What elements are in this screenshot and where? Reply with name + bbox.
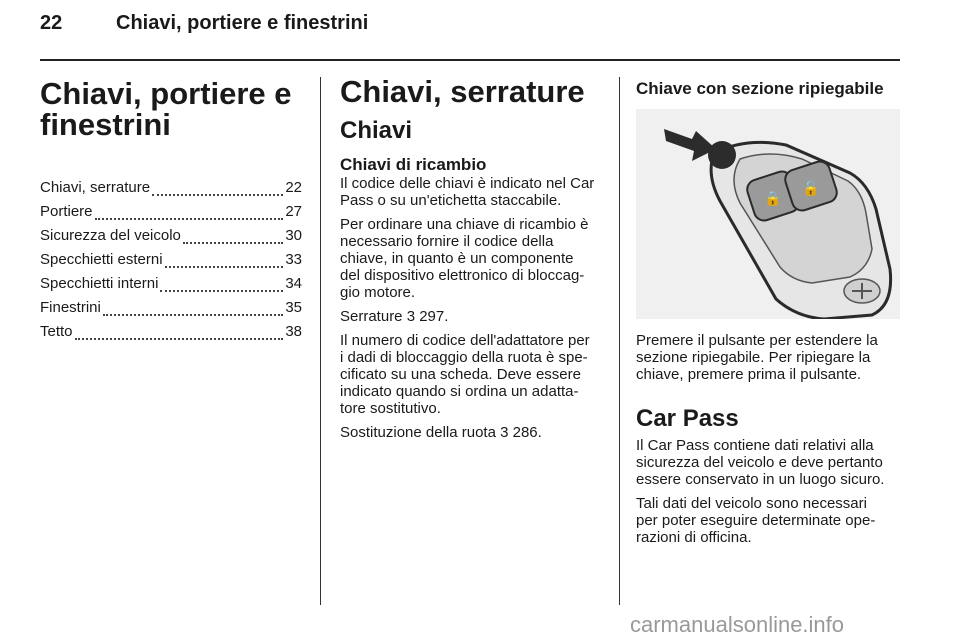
toc-item[interactable]: Portiere 27	[40, 203, 302, 220]
svg-text:🔓: 🔓	[802, 181, 820, 197]
column-divider-right	[619, 77, 620, 605]
subsection-title: Chiavi	[340, 117, 413, 144]
toc-item[interactable]: Sicurezza del veicolo 30	[40, 227, 302, 244]
toc-item[interactable]: Chiavi, serrature 22	[40, 179, 302, 196]
middle-body	[340, 175, 610, 441]
watermark: carmanualsonline.info	[630, 612, 845, 637]
key-fob-icon	[636, 109, 900, 319]
folding-key-heading: Chiave con sezione ripiegabile	[636, 79, 884, 98]
toc-item[interactable]: Specchietti esterni 33	[40, 251, 302, 268]
toc-item[interactable]: Finestrini 35	[40, 299, 302, 316]
svg-text:🔒: 🔒	[764, 191, 782, 207]
cross-reference[interactable]: Sostituzione della ruota 3 286.	[340, 424, 542, 441]
column-divider-left	[320, 77, 321, 605]
toc-item[interactable]: Specchietti interni 34	[40, 275, 302, 292]
paragraph: Tali dati del veicolo sono necessari per poter eseguire determinate ope- razioni di officina.	[636, 495, 876, 546]
folding-key-description: Premere il pulsante per estendere la sezione ripiegabile. Per ripiegare la chiave, premere prima il pulsante.	[636, 332, 878, 383]
paragraph: Il numero di codice dell'adattatore per i dadi di bloccaggio della ruota è spe- cificato su una scheda. Deve essere indicato quando si ordina un adatta- tore sostitutivo.	[340, 332, 590, 417]
cross-reference[interactable]: Serrature 3 297.	[340, 308, 449, 325]
running-header-title: Chiavi, portiere e finestrini	[116, 12, 369, 34]
folding-key-illustration	[636, 109, 900, 319]
chapter-title: Chiavi, portiere e finestrini	[40, 76, 292, 142]
car-pass-body	[636, 437, 906, 546]
table-of-contents	[40, 176, 302, 344]
toc-item[interactable]: Tetto 38	[40, 323, 302, 340]
section-title: Chiavi, serrature	[340, 74, 585, 109]
spare-keys-heading: Chiavi di ricambio	[340, 155, 487, 174]
paragraph: Il Car Pass contiene dati relativi alla sicurezza del veicolo e deve pertanto essere conservato in un luogo sicuro.	[636, 437, 885, 488]
page-number: 22	[40, 12, 63, 34]
arrow-reference-icon: 3	[406, 308, 416, 325]
arrow-reference-icon: 3	[500, 424, 509, 441]
header-rule	[40, 59, 900, 61]
paragraph: Per ordinare una chiave di ricambio è necessario fornire il codice della chiave, in quanto è un componente del dispositivo elettronico di bloccag- gio motore.	[340, 216, 589, 301]
car-pass-title: Car Pass	[636, 405, 739, 432]
paragraph: Il codice delle chiavi è indicato nel Car Pass o su un'etichetta staccabile.	[340, 175, 595, 209]
